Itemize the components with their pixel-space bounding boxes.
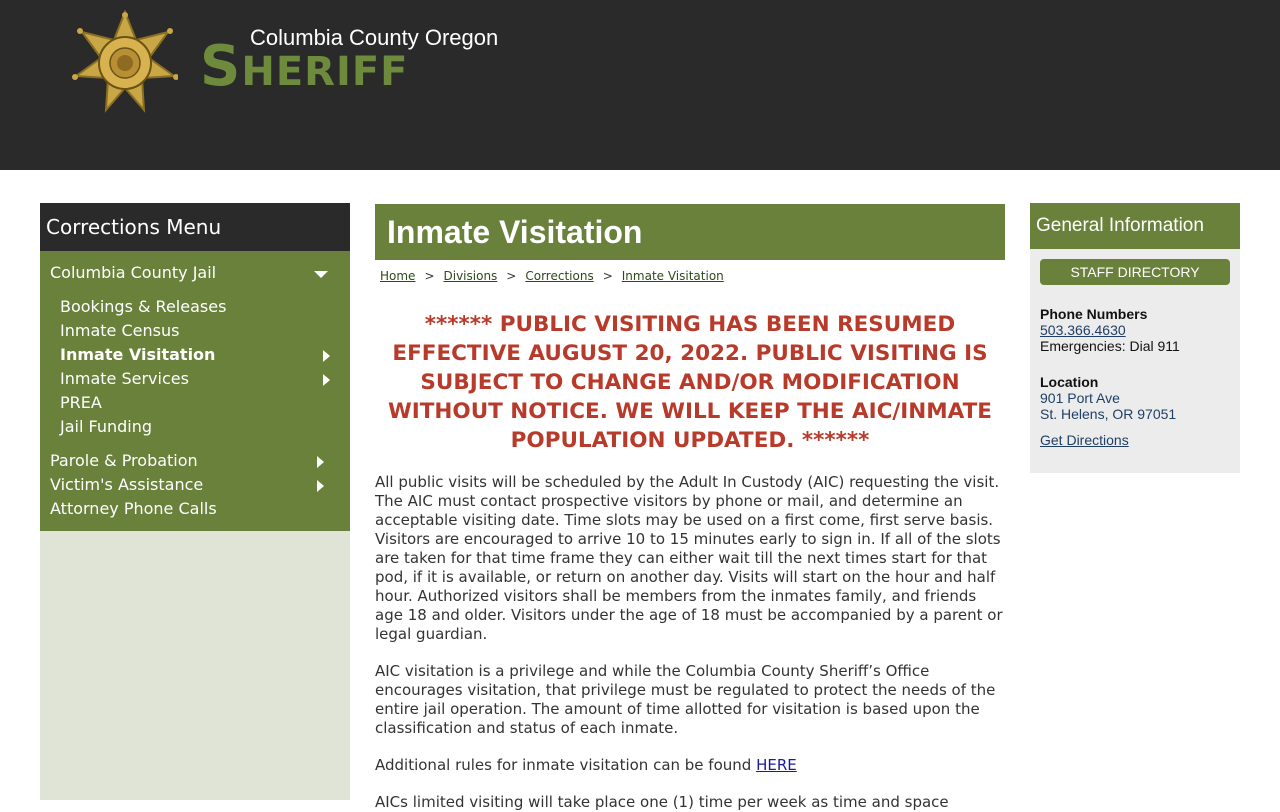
sheriff-initial: S bbox=[200, 34, 242, 99]
breadcrumb-corrections[interactable]: Corrections bbox=[525, 269, 594, 283]
sheriff-rest: HERIFF bbox=[241, 49, 409, 95]
phone-block bbox=[1030, 306, 1240, 354]
menu-item-inmate-visitation[interactable] bbox=[40, 343, 350, 367]
rules-here-link[interactable]: HERE bbox=[756, 756, 797, 774]
phone-label: Phone Numbers bbox=[1040, 306, 1148, 322]
menu-item-columbia-county-jail[interactable] bbox=[40, 261, 350, 285]
menu-item-label: Inmate Visitation bbox=[60, 345, 216, 364]
menu-item-label: Jail Funding bbox=[60, 417, 153, 436]
location-label: Location bbox=[1040, 374, 1099, 390]
jail-submenu bbox=[40, 285, 350, 449]
breadcrumb-divisions[interactable]: Divisions bbox=[443, 269, 498, 283]
site-header bbox=[0, 0, 1280, 170]
menu-item-inmate-census[interactable] bbox=[40, 319, 350, 343]
menu-item-jail-funding[interactable] bbox=[40, 415, 350, 439]
sidebar-title: Corrections Menu bbox=[40, 203, 350, 251]
visiting-alert: ****** PUBLIC VISITING HAS BEEN RESUMED EFFECTIVE AUGUST 20, 2022. PUBLIC VISITING IS SUBJECT TO CHANGE AND/OR MODIFICATION WITHOUT NOTICE. WE WILL KEEP THE AIC/INMATE POPULATION UPDATED. ****** bbox=[388, 312, 992, 453]
menu-item-label: Inmate Services bbox=[60, 369, 189, 388]
corrections-menu bbox=[40, 251, 350, 531]
menu-item-victims-assistance[interactable] bbox=[40, 473, 350, 497]
breadcrumb-home[interactable]: Home bbox=[380, 269, 416, 283]
chevron-right-icon[interactable] bbox=[323, 374, 330, 386]
general-information-panel bbox=[1030, 203, 1240, 473]
menu-item-label: Inmate Census bbox=[60, 321, 180, 340]
page-title: Inmate Visitation bbox=[375, 204, 1005, 260]
address-line-1: 901 Port Ave bbox=[1040, 390, 1120, 406]
breadcrumb bbox=[375, 266, 1005, 286]
location-block bbox=[1030, 374, 1240, 448]
menu-item-label: Attorney Phone Calls bbox=[50, 499, 217, 518]
breadcrumb-inmate-visitation[interactable]: Inmate Visitation bbox=[621, 269, 724, 283]
menu-item-label: Victim's Assistance bbox=[50, 475, 204, 494]
sheriff-star-badge-icon[interactable] bbox=[72, 10, 178, 114]
visits-paragraph: All public visits will be scheduled by the Adult In Custody (AIC) requesting the visit. The AIC must contact prospective visitors by phone or mail, and determine an acceptable visiting date. Time slots may be used on a first come, first serve basis. Visitors are encouraged to arrive 10 to 15 minutes early to sign in. If all of the slots are taken for that time frame they can either wait till the next times start for that pod, if it is available, or return on another day. Visits will start on the hour and half hour. Authorized visitors shall be members from the inmates family, and friends age 18 and older. Visitors under the age of 18 must be accompanied by a parent or legal guardian. bbox=[375, 473, 1003, 643]
staff-directory-button[interactable]: STAFF DIRECTORY bbox=[1040, 259, 1230, 285]
breadcrumb-separator: > bbox=[602, 269, 613, 283]
menu-item-parole-probation[interactable] bbox=[40, 449, 350, 473]
get-directions-link[interactable]: Get Directions bbox=[1040, 432, 1129, 448]
county-name: Columbia County Oregon bbox=[250, 25, 499, 50]
info-title: General Information bbox=[1030, 203, 1240, 249]
limited-visiting-paragraph: AICs limited visiting will take place one (1) time per week as time and space bbox=[375, 793, 949, 811]
breadcrumb-separator: > bbox=[424, 269, 435, 283]
menu-item-attorney-phone-calls[interactable] bbox=[40, 497, 350, 521]
chevron-down-icon[interactable] bbox=[314, 271, 328, 278]
rules-text: Additional rules for inmate visitation can be found bbox=[375, 756, 757, 774]
emergency-text: Emergencies: Dial 911 bbox=[1040, 338, 1180, 354]
menu-item-inmate-services[interactable] bbox=[40, 367, 350, 391]
privilege-paragraph: AIC visitation is a privilege and while the Columbia County Sheriff’s Office encourages visitation, that privilege must be regulated to protect the needs of the entire jail operation. The amount of time allotted for visitation is based upon the classification and status of each inmate. bbox=[375, 662, 996, 737]
sheriff-wordmark[interactable] bbox=[200, 34, 408, 99]
breadcrumb-separator: > bbox=[506, 269, 517, 283]
menu-item-label: Columbia County Jail bbox=[50, 263, 217, 282]
menu-item-label: Parole & Probation bbox=[50, 451, 198, 470]
chevron-right-icon[interactable] bbox=[317, 480, 324, 492]
chevron-right-icon[interactable] bbox=[317, 456, 324, 468]
menu-item-label: Bookings & Releases bbox=[60, 297, 227, 316]
rules-paragraph bbox=[375, 756, 1005, 775]
chevron-right-icon[interactable] bbox=[323, 350, 330, 362]
menu-item-prea[interactable] bbox=[40, 391, 350, 415]
menu-item-label: PREA bbox=[60, 393, 102, 412]
main-content bbox=[375, 204, 1005, 812]
address-line-2: St. Helens, OR 97051 bbox=[1040, 406, 1177, 422]
menu-item-bookings-releases[interactable] bbox=[40, 295, 350, 319]
phone-link[interactable]: 503.366.4630 bbox=[1040, 322, 1126, 338]
corrections-sidebar bbox=[40, 203, 350, 800]
